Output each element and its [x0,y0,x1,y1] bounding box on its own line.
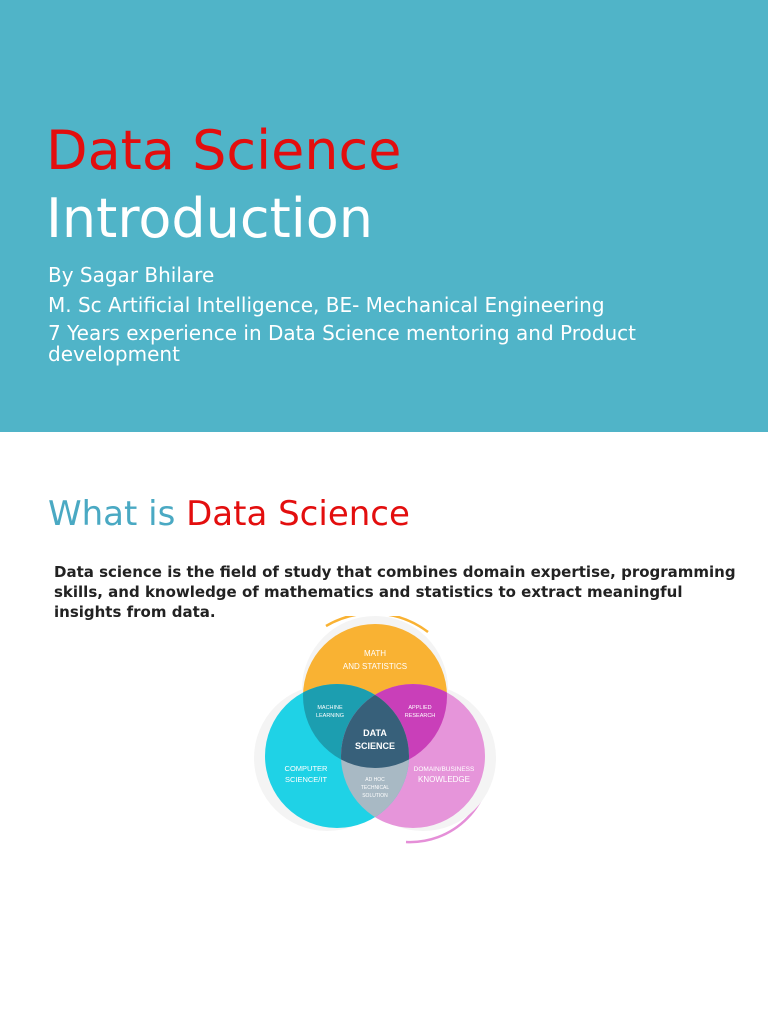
experience-line-2: development [48,342,180,366]
heading-prefix: What is [48,494,187,534]
cs-label-1: COMPUTER [284,764,328,773]
slide-subtitle: Introduction [46,187,374,250]
data-science-venn-diagram [248,616,498,846]
definition-paragraph: Data science is the field of study that combines domain expertise, programming skills, and knowledge of mathematics and statistics to extract meaningful insights from data. [54,563,736,621]
author-line: By Sagar Bhilare [48,263,215,287]
machine-learning-label-1: MACHINE [317,705,343,711]
title-slide [0,0,768,432]
math-label-2: AND STATISTICS [342,662,408,671]
adhoc-label-2: TECHNICAL [360,785,390,791]
domain-label-2: KNOWLEDGE [417,775,471,784]
adhoc-label-1: AD HOC [365,777,385,783]
domain-label-1: DOMAIN/BUSINESS [413,766,475,773]
applied-research-label-1: APPLIED [408,705,432,711]
experience-line-1: 7 Years experience in Data Science mentoring and Product [48,321,636,345]
content-slide [0,432,768,1024]
cs-label-2: SCIENCE/IT [284,775,328,784]
slide-title: Data Science [46,119,402,182]
center-label-1: DATA [363,728,387,738]
center-label-2: SCIENCE [354,741,396,751]
adhoc-label-3: SOLUTION [362,793,388,799]
applied-research-label-2: RESEARCH [404,713,436,719]
math-label-1: MATH [363,649,387,658]
slide-heading [48,492,410,536]
heading-highlight: Data Science [186,494,410,534]
degrees-line: M. Sc Artificial Intelligence, BE- Mechanical Engineering [48,293,605,317]
machine-learning-label-2: LEARNING [315,713,345,719]
